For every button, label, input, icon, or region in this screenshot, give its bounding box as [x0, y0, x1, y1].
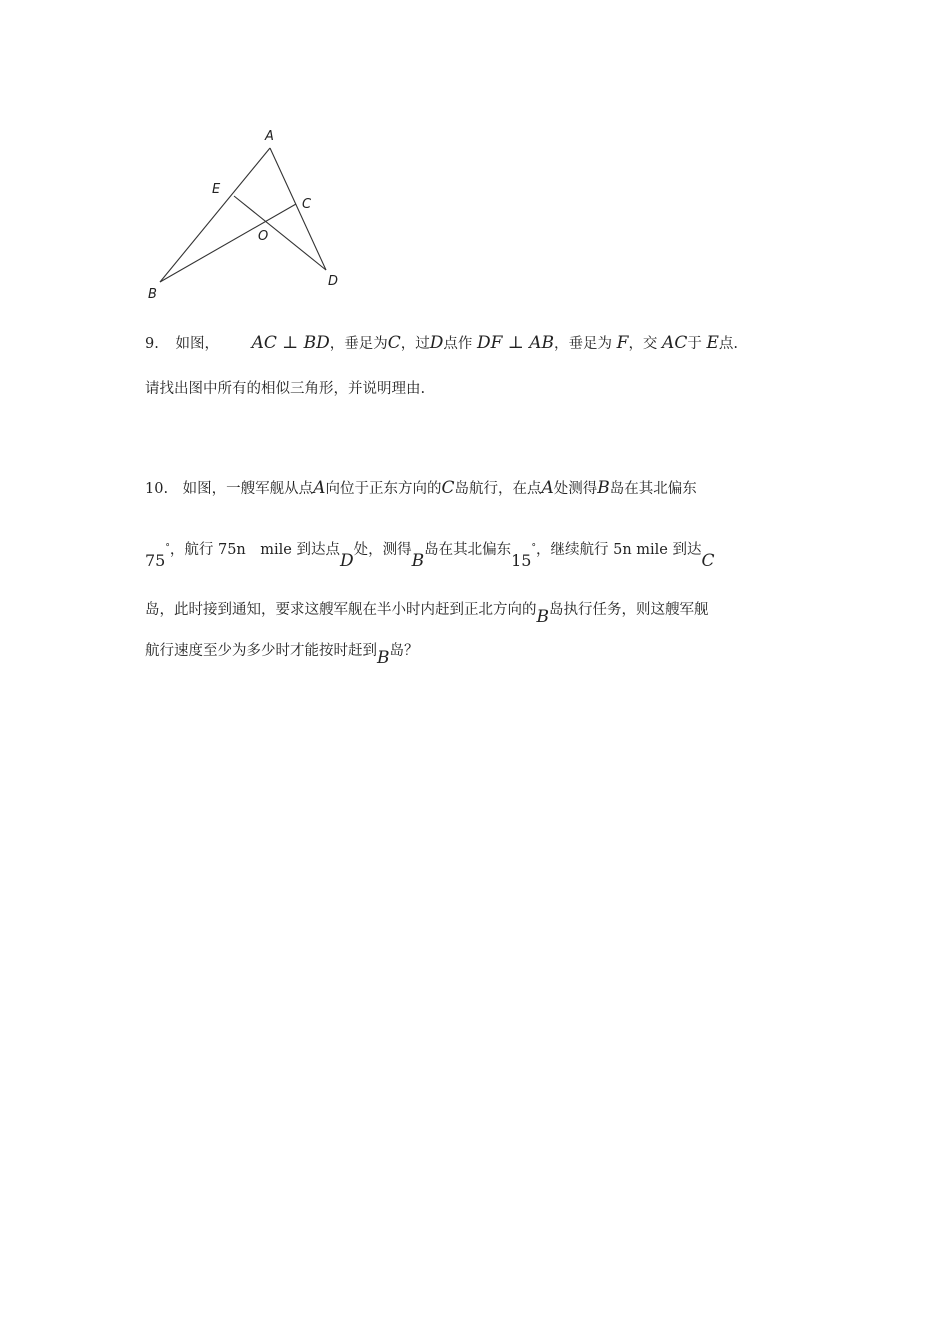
degree-symbol: °: [165, 543, 170, 553]
q10-text: 如图，一艘军舰从点: [182, 481, 314, 497]
q10-math: B: [536, 607, 549, 627]
q10-math: A: [313, 478, 326, 498]
q9-line2: 请找出图中所有的相似三角形，并说明理由.: [145, 381, 426, 397]
q10-math: D: [339, 551, 354, 571]
q10-math: 15: [511, 551, 532, 570]
q10-line1: [145, 477, 697, 498]
q10-text: 岛在其北偏东: [609, 481, 697, 497]
q10-math: C: [701, 551, 715, 571]
label-D: D: [328, 274, 339, 289]
segment-AD: [270, 148, 326, 270]
q9-text: 点.: [718, 336, 738, 352]
q9-text: ，过: [400, 336, 430, 352]
q10-math: B: [411, 551, 425, 571]
q10-number: 10.: [145, 481, 169, 497]
q9-text: ，垂足为: [329, 336, 388, 352]
q9-text: ，交: [628, 336, 658, 352]
q10-line2: [145, 538, 715, 571]
segment-ED: [234, 196, 326, 270]
triangle-diagram: [140, 120, 360, 310]
segment-AB: [160, 148, 270, 282]
q9-line1: [145, 332, 738, 353]
segment-BC: [160, 204, 296, 282]
q10-math: B: [597, 478, 610, 498]
label-A: A: [265, 129, 274, 144]
q10-math: 75: [145, 551, 166, 570]
q9-math: AC ⊥ BD: [251, 333, 330, 353]
q10-line3: [145, 598, 709, 627]
q9-math: F: [616, 333, 629, 353]
q10-math: C: [441, 478, 455, 498]
q10-text: 航行速度至少为多少时才能按时赶到: [145, 643, 377, 659]
q9-text: 如图，: [175, 336, 219, 352]
q9-math: C: [387, 333, 401, 353]
q9-math: DF ⊥ AB: [477, 333, 555, 353]
q10-text: 岛？: [389, 643, 419, 659]
q9-text: 于: [687, 336, 702, 352]
q9-text: ，垂足为: [554, 336, 613, 352]
label-E: E: [212, 182, 221, 197]
q10-text: 向位于正东方向的: [325, 481, 442, 497]
degree-symbol: °: [531, 543, 536, 553]
q10-text: 岛，此时接到通知，要求这艘军舰在半小时内赶到正北方向的: [145, 602, 537, 618]
q10-text: ，继续航行 5n mile 到达: [535, 542, 702, 558]
q9-math: E: [706, 333, 719, 353]
q9-math: AC: [662, 333, 688, 353]
q9-math: D: [429, 333, 444, 353]
label-C: C: [302, 197, 312, 212]
q10-math: A: [541, 478, 554, 498]
q9-text: 点作: [443, 336, 473, 352]
q10-text: 岛在其北偏东: [424, 542, 512, 558]
label-O: O: [258, 229, 269, 244]
q10-math: B: [377, 648, 390, 668]
q10-text: 处测得: [553, 481, 598, 497]
label-B: B: [148, 287, 157, 302]
q10-line4: [145, 639, 419, 668]
q10-text: 处，测得: [353, 542, 412, 558]
q10-text: 岛执行任务，则这艘军舰: [549, 602, 709, 618]
q10-text: 岛航行，在点: [454, 481, 542, 497]
q10-text: ，航行 75n mile 到达点: [169, 542, 340, 558]
q9-number: 9.: [145, 336, 159, 352]
geometry-figure: [140, 120, 360, 310]
